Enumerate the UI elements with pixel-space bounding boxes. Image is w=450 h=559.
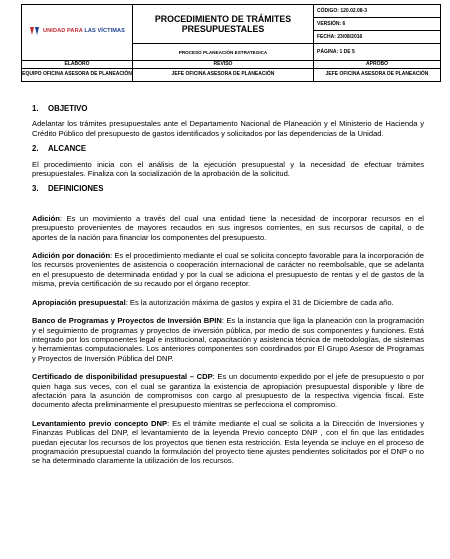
definition-item (32, 298, 424, 307)
definition-item (32, 316, 424, 363)
section-title: OBJETIVO (48, 104, 88, 113)
logo-text-a: UNIDAD PARA (43, 27, 85, 34)
page-number: PÁGINA: 1 DE 5 (314, 44, 441, 61)
elaboro-label: ELABORÓ (22, 61, 133, 69)
document-body (32, 104, 424, 475)
reviso-label: REVISÓ (133, 61, 314, 69)
definition-text: : Es la instancia que liga la planeación con la programación y el seguimiento de programas y proyectos de inversión pública, por medio de sus componentes y funciones. Está integrado por los componentes legal e institucional, capacitación y asistencia técnica de metodologías, de sistemas y herramientas computacionales. Los anteriores componentes son coordinados por El Grupo Asesor de Programas y Proyectos de Inversión Pública del DNP. (32, 316, 424, 363)
section-number: 2. (32, 144, 39, 154)
objetivo-text: Adelantar los trámites presupuestales ante el Departamento Nacional de Planeación y el Ministerio de Hacienda y Crédito Público del presupuesto de gastos identificados y solicitados por las dependencias de la Unidad. (32, 119, 424, 138)
process-name: PROCESO PLANEACIÓN ESTRATEGICA (133, 44, 314, 61)
definition-term: Levantamiento previo concepto DNP (32, 418, 168, 428)
aprobo-label: APROBÓ (314, 61, 441, 69)
section-heading-objetivo (32, 104, 424, 113)
reviso-value: JEFE OFICINA ASESORA DE PLANEACIÓN (133, 69, 314, 82)
definition-item (32, 251, 424, 289)
section-heading-alcance (32, 144, 424, 153)
definition-term: Apropiación presupuestal (32, 297, 126, 307)
aprobo-value: JEFE OFICINA ASESORA DE PLANEACIÓN (314, 69, 441, 82)
document-title: PROCEDIMIENTO DE TRÁMITES PRESUPUESTALES (133, 5, 314, 44)
unidad-victimas-logo (29, 25, 125, 37)
definition-term: Banco de Programas y Proyectos de Inversión BPIN (32, 316, 222, 326)
elaboro-value: EQUIPO OFICINA ASESORA DE PLANEACIÓN (22, 69, 133, 82)
definition-item (32, 214, 424, 242)
definition-term: Certificado de disponibilidad presupuestal – CDP (32, 372, 213, 382)
definition-text: : Es un documento expedido por el jefe de presupuesto o por quien haga sus veces, con el cual se garantiza la existencia de apropiación presupuestal disponible y libre de afectación para la asunción de compromisos con cargo al presupuesto de la respectiva vigencia fiscal. Este documento afecta preliminarmente el presupuesto mientras se perfecciona el compromiso. (32, 372, 424, 410)
section-number: 3. (32, 184, 39, 194)
document-code: CÓDIGO: 120.02.08-3 (314, 5, 441, 18)
document-date: FECHA: 23/08/2016 (314, 31, 441, 44)
definition-text: : Es el procedimiento mediante el cual se solicita concepto favorable para la incorporación de los recursos provenientes de asistencia o cooperación internacional de carácter no reembolsable, que se adelanta en el presupuesto de determinada entidad y por la cual se adiciona el presupuesto de rentas y el de gastos de la misma, previa certificación de su recaudo por el órgano receptor. (32, 251, 424, 289)
definition-text: : Es la autorización máxima de gastos y expira el 31 de Diciembre de cada año. (125, 297, 394, 307)
definition-term: Adición (32, 213, 60, 223)
definition-item (32, 419, 424, 466)
section-heading-definiciones (32, 184, 424, 193)
definition-text: : Es un movimiento a través del cual una entidad tiene la necesidad de incorporar recursos en el presupuesto provenientes de mayores recaudos en sus ingresos corrientes, en sus recursos de capital, o de aportes de la nación para financiar los componentes del presupuesto. (32, 213, 424, 242)
logo-mark-icon (29, 25, 40, 37)
approval-table (21, 60, 441, 82)
alcance-text: El procedimiento inicia con el análisis de la ejecución presupuestal y la necesidad de efectuar trámites presupuestales. Finaliza con la socialización de la aprobación de la solicitud. (32, 159, 424, 179)
definition-item (32, 372, 424, 410)
section-title: ALCANCE (48, 144, 87, 154)
logo-text-b: LAS VÍCTIMAS (84, 27, 125, 34)
definition-text: : Es el trámite mediante el cual se solicita a la Dirección de Inversiones y Finanzas Publicas del DNP, el levantamiento de la leyenda Previo concepto DNP , con el fin que las entidades puedan ejecutar los recursos de los proyectos que tienen esta restricción. Esta leyenda se incluye en el proceso de programación presupuestal cuando la formulación del proyecto tiene ajustes pendientes solicitados por el DNP o no se ha determinado claramente la utilización de los recursos. (32, 418, 424, 466)
definition-term: Adición por donación (32, 251, 111, 261)
logo-cell (22, 5, 133, 61)
logo-text (43, 28, 125, 34)
document-version: VERSIÓN: 6 (314, 18, 441, 31)
document-header (21, 4, 441, 61)
section-title: DEFINICIONES (48, 184, 104, 194)
section-number: 1. (32, 104, 39, 113)
